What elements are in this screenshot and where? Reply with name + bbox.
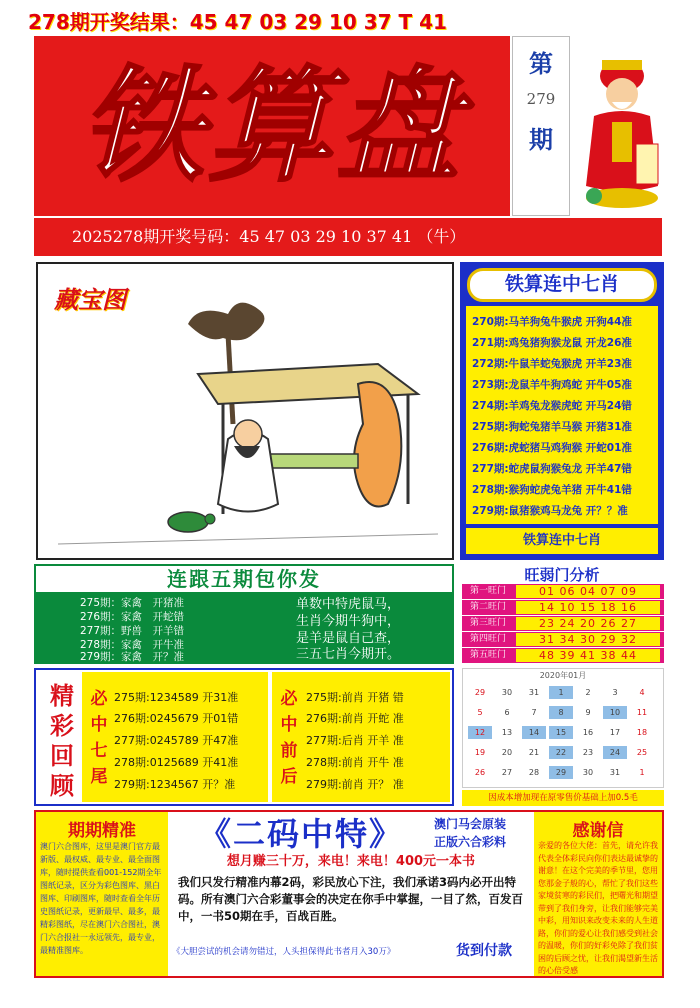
- front-row: [306, 753, 446, 773]
- seven-zodiac-row: [472, 354, 658, 375]
- row-animals: 狗蛇兔猪羊马猴: [508, 421, 583, 433]
- row-period: 274期:: [472, 400, 509, 412]
- five-period-row: [80, 650, 280, 664]
- calendar-day: 31: [609, 768, 621, 777]
- calendar-day: 14: [522, 726, 546, 739]
- page-title: 铁算盘: [79, 54, 464, 199]
- issue-number: 279: [526, 90, 556, 108]
- calendar-day: 26: [474, 768, 486, 777]
- calendar-day: 16: [582, 728, 594, 737]
- row-animals: 鼠猪猴鸡马龙兔: [508, 505, 583, 517]
- calendar-day: 9: [585, 708, 591, 717]
- seven-zodiac-title: 铁算连中七肖: [504, 273, 619, 295]
- row-result: 开猪准: [152, 597, 185, 609]
- row-result: 开？准: [202, 778, 236, 791]
- row-animals: 龙鼠羊牛狗鸡蛇: [508, 379, 583, 391]
- calendar-day: 15: [549, 726, 573, 739]
- side-char: 顾: [50, 771, 74, 800]
- calendar-day: 5: [477, 708, 483, 717]
- row-period: 272期:: [472, 358, 509, 370]
- ad-slogan: 想月赚三十万，来电！来电！400元一本书: [226, 854, 476, 869]
- row-period: 278期:: [472, 484, 509, 496]
- ad-body: 我们只发行精准内幕2码，彩民放心下注，我们承诺3码内必开出特码。所有澳门六合彩董事会的决定在你手中掌握，一目了然，百发百中，一书50期在手，百战百胜。: [178, 875, 523, 923]
- front-row: [306, 731, 446, 751]
- row-pick: 后肖: [341, 734, 364, 747]
- row-period: 275期：: [80, 597, 122, 609]
- row-period: 279期:: [306, 778, 342, 791]
- row-period: 276期:: [306, 712, 342, 725]
- seven-zodiac-row: [472, 438, 658, 459]
- price-note: 因成本增加现在原零售价基础上加0.5毛: [462, 790, 664, 806]
- row-period: 277期:: [306, 734, 342, 747]
- tail-label-char: 七: [90, 741, 108, 761]
- calendar-day: 1: [549, 686, 573, 699]
- poem-line: 单数中特虎鼠马，: [296, 597, 401, 612]
- row-pick: 家禽: [121, 611, 143, 623]
- hot-cold-row: [462, 584, 664, 599]
- tail-label-char: 必: [90, 689, 108, 709]
- row-period: 271期:: [472, 337, 509, 349]
- row-period: 278期:: [114, 756, 150, 769]
- hot-cold-label: 第二旺门: [462, 600, 514, 615]
- calendar-day: 4: [639, 688, 645, 697]
- tail-row: [114, 775, 264, 795]
- row-animals: 鸡兔猪狗猴龙鼠: [508, 337, 583, 349]
- calendar-day: 7: [531, 708, 537, 717]
- ad-footnote: 《大胆尝试的机会请勿错过，人头担保得此书者月入30万》: [172, 947, 396, 957]
- poem-line: 三五七肖今期开。: [296, 647, 401, 662]
- row-animals: 马羊狗兔牛猴虎: [508, 316, 583, 328]
- row-animals: 牛鼠羊蛇兔猴虎: [508, 358, 583, 370]
- hot-cold-label: 第一旺门: [462, 584, 514, 599]
- calendar-day: 19: [474, 748, 486, 757]
- row-period: 276期:: [472, 442, 509, 454]
- cash-on-delivery-label: 货到付款: [456, 943, 512, 959]
- row-nums: 0245679: [149, 712, 199, 725]
- calendar-day: 31: [528, 688, 540, 697]
- row-result: 开羊 准: [367, 734, 404, 747]
- calendar-day: 24: [603, 746, 627, 759]
- row-period: 276期:: [114, 712, 150, 725]
- treasure-map-label: 藏宝图: [54, 286, 126, 314]
- seven-zodiac-row: [472, 333, 658, 354]
- front-row: [306, 775, 446, 795]
- ad-side-line: 澳门马会原装: [434, 817, 507, 831]
- row-pick: 家禽: [121, 651, 143, 663]
- front-row: [306, 688, 446, 708]
- seven-zodiac-row: [472, 501, 658, 522]
- calendar-day: 25: [636, 748, 648, 757]
- row-result: 开龙26准: [585, 337, 632, 349]
- row-period: 275期:: [472, 421, 509, 433]
- calendar-day: 23: [582, 748, 594, 757]
- calendar-day: 28: [528, 768, 540, 777]
- hot-cold-title: 旺弱门分析: [524, 566, 600, 584]
- five-period-row: [80, 624, 280, 638]
- row-result: 开羊23准: [585, 358, 632, 370]
- row-result: 开蛇 准: [367, 712, 404, 725]
- calendar-day: 11: [636, 708, 648, 717]
- row-result: 开01错: [202, 712, 239, 725]
- issue-prefix: 第: [529, 50, 553, 78]
- hot-cold-row: [462, 632, 664, 647]
- row-period: 279期：: [80, 651, 122, 663]
- five-period-row: [80, 596, 280, 610]
- calendar-day: 13: [501, 728, 513, 737]
- calendar-day: 29: [549, 766, 573, 779]
- row-result: 开牛41错: [585, 484, 632, 496]
- tail-label-char: 中: [90, 715, 108, 735]
- front-label-char: 后: [280, 767, 298, 787]
- hot-cold-label: 第五旺门: [462, 648, 514, 663]
- row-period: 270期:: [472, 316, 509, 328]
- front-label-char: 前: [280, 741, 298, 761]
- calendar-day: 10: [603, 706, 627, 719]
- side-char: 彩: [50, 711, 74, 740]
- row-period: 276期：: [80, 611, 122, 623]
- row-animals: 虎蛇猪马鸡狗猴: [508, 442, 583, 454]
- row-result: 开马24错: [585, 400, 632, 412]
- row-nums: 1234567: [149, 778, 199, 791]
- fortune-god-illustration: [572, 36, 672, 216]
- row-result: 开牛准: [152, 639, 185, 651]
- seven-zodiac-row: [472, 480, 658, 501]
- row-result: 开牛05准: [585, 379, 632, 391]
- front-label-char: 必: [280, 689, 298, 709]
- row-result: 开羊47错: [585, 463, 632, 475]
- calendar-day: 6: [504, 708, 510, 717]
- row-pick: 前肖: [341, 756, 364, 769]
- five-period-row: [80, 610, 280, 624]
- row-result: 开蛇01准: [585, 442, 632, 454]
- calendar-day: 18: [636, 728, 648, 737]
- row-period: 273期:: [472, 379, 509, 391]
- calendar-day: 1: [639, 768, 645, 777]
- calendar-day: 29: [474, 688, 486, 697]
- accuracy-body: 澳门六合图库，这里是澳门官方最新版、最权威、最专业、最全面图库，随时提供查看001-152期全年图纸记录，区分为彩色图库、黑白图库、印刷图库，随时查看全年历史图纸记录，更新最早、最多，最精彩图纸，尽在澳门六合图社，澳门六合报社一永远领先，最专业，最精准图库。: [40, 842, 162, 955]
- row-period: 277期：: [80, 625, 122, 637]
- calendar-day: 20: [501, 748, 513, 757]
- seven-zodiac-footer: 铁算连中七肖: [466, 528, 658, 554]
- front-label-char: 中: [280, 715, 298, 735]
- row-result: 开牛 准: [367, 756, 404, 769]
- row-result: 开猪31准: [585, 421, 632, 433]
- tail-row: [114, 688, 264, 708]
- row-animals: 蛇虎鼠狗猴兔龙: [508, 463, 583, 475]
- tail-row: [114, 753, 264, 773]
- row-period: 277期:: [114, 734, 150, 747]
- five-period-title: 连跟五期包你发: [167, 567, 321, 591]
- accuracy-title: 期期精准: [68, 821, 136, 841]
- row-pick: 前肖: [341, 778, 364, 791]
- row-result: 开猪 错: [367, 691, 404, 704]
- row-period: 275期:: [306, 691, 342, 704]
- poem-line: 是羊是鼠自己查，: [296, 631, 401, 646]
- hot-cold-numbers: 23 24 20 26 27: [516, 617, 660, 630]
- draw-result-bar: 2025278期开奖号码：45 47 03 29 10 37 41 （牛）: [34, 218, 662, 256]
- row-result: 开？ 准: [367, 778, 404, 791]
- row-period: 275期:: [114, 691, 150, 704]
- row-nums: 0125689: [149, 756, 199, 769]
- hot-cold-row: [462, 600, 664, 615]
- tail-label-char: 尾: [90, 767, 108, 787]
- poem-line: 生肖今期牛狗中，: [296, 614, 401, 629]
- row-result: 开狗44准: [585, 316, 632, 328]
- row-pick: 家禽: [121, 639, 143, 651]
- row-pick: 家禽: [121, 597, 143, 609]
- hot-cold-label: 第四旺门: [462, 632, 514, 647]
- hot-cold-numbers: 48 39 41 38 44: [516, 649, 660, 662]
- row-result: 开31准: [202, 691, 239, 704]
- row-period: 279期:: [114, 778, 150, 791]
- calendar-day: 3: [612, 688, 618, 697]
- tail-row: [114, 709, 264, 729]
- calendar-day: 22: [549, 746, 573, 759]
- hot-cold-row: [462, 616, 664, 631]
- calendar-day: 30: [501, 688, 513, 697]
- row-result: 开41准: [202, 756, 239, 769]
- calendar-day: 27: [501, 768, 513, 777]
- row-period: 279期:: [472, 505, 509, 517]
- ad-side-line: 正版六合彩料: [434, 835, 507, 849]
- front-row: [306, 709, 446, 729]
- issue-suffix: 期: [529, 126, 553, 154]
- row-nums: 1234589: [149, 691, 199, 704]
- calendar-day: 17: [609, 728, 621, 737]
- thanks-letter-body: 亲爱的各位大佬：首先，请允许我代表全体彩民向你们表达最诚挚的谢意！在这个完美的季节里，您用您那金子般的心，帮忙了我们这些家境贫寒的彩民们，把曙光和期望带到了我们身旁，让我们能够完美中彩，用知识来改变未来的人生道路，你们的爱心让我们感受到社会的温暖，你们的好彩免除了我们贫困的后顾之忧，让我们渴望新生活的心倍受感: [538, 841, 658, 975]
- row-result: 开？准: [152, 651, 185, 663]
- row-period: 278期：: [80, 639, 122, 651]
- calendar-day: 8: [549, 706, 573, 719]
- row-pick: 前肖: [341, 691, 364, 704]
- hot-cold-numbers: 31 34 30 29 32: [516, 633, 660, 646]
- row-result: 开？？准: [585, 505, 628, 517]
- tail-row: [114, 731, 264, 751]
- row-animals: 羊鸡兔龙猴虎蛇: [508, 400, 583, 412]
- calendar-day: 2: [585, 688, 591, 697]
- hot-cold-numbers: 14 10 15 18 16: [516, 601, 660, 614]
- row-nums: 0245789: [149, 734, 199, 747]
- thanks-letter-title: 感谢信: [572, 821, 624, 841]
- row-animals: 猴狗蛇虎兔羊猪: [508, 484, 583, 496]
- side-char: 精: [50, 681, 74, 710]
- row-result: 开蛇错: [152, 611, 185, 623]
- seven-zodiac-row: [472, 396, 658, 417]
- calendar-title: 2020年01月: [539, 671, 587, 680]
- calendar-day: 21: [528, 748, 540, 757]
- seven-zodiac-row: [472, 459, 658, 480]
- seven-zodiac-row: [472, 375, 658, 396]
- calendar-day: 30: [582, 768, 594, 777]
- row-pick: 前肖: [341, 712, 364, 725]
- seven-zodiac-row: [472, 417, 658, 438]
- previous-result-line: 278期开奖结果：45 47 03 29 10 37 T 41: [28, 10, 447, 34]
- row-pick: 野兽: [121, 625, 143, 637]
- row-result: 开羊错: [152, 625, 185, 637]
- side-char: 回: [50, 741, 74, 770]
- row-result: 开47准: [202, 734, 239, 747]
- row-period: 278期:: [306, 756, 342, 769]
- row-period: 277期:: [472, 463, 509, 475]
- calendar-day: 12: [468, 726, 492, 739]
- ad-title: 《二码中特》: [198, 815, 403, 853]
- hot-cold-row: [462, 648, 664, 663]
- seven-zodiac-row: [472, 312, 658, 333]
- hot-cold-label: 第三旺门: [462, 616, 514, 631]
- hot-cold-numbers: 01 06 04 07 09: [516, 585, 660, 598]
